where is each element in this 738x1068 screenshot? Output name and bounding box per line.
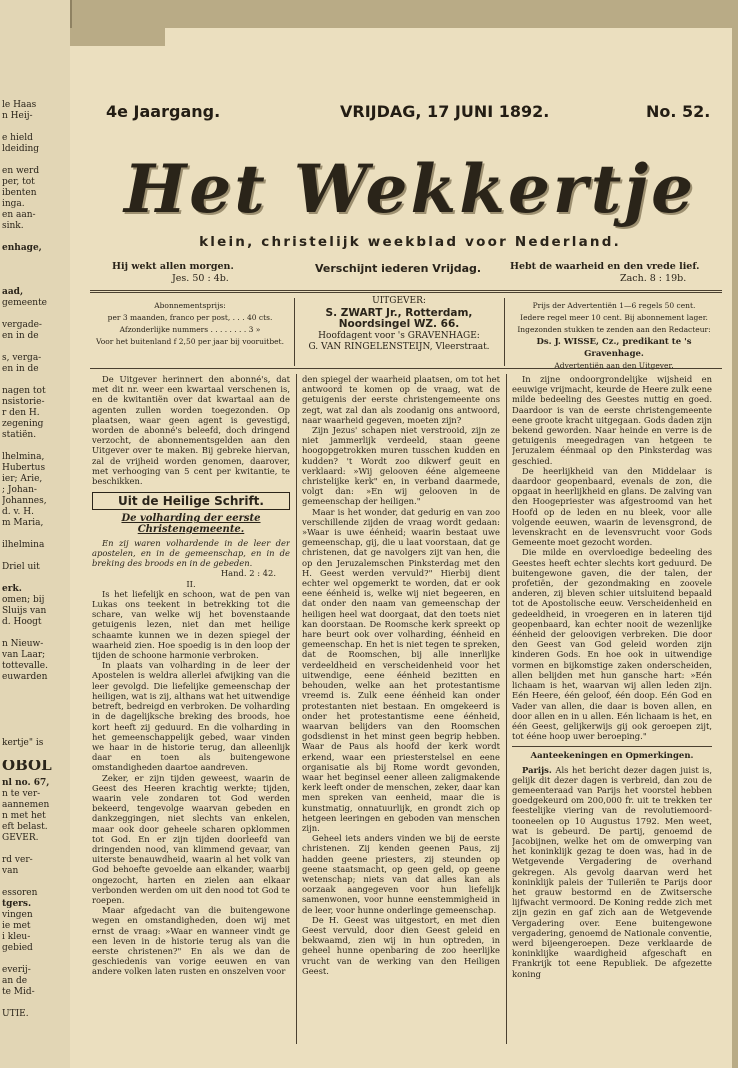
prev-page-text-fragment: eft belast. [2,822,48,832]
masthead [70,28,732,284]
prev-page-text-fragment: gemeente [2,298,48,308]
subs-line: Afzonderlijke nummers . . . . . . . . 3 » [119,325,261,334]
prev-page-text-fragment: ldeiding [2,144,40,154]
prev-page-text-fragment: gebied [2,943,33,953]
header-rule-bottom [90,368,722,369]
prev-page-text-fragment: r den H. [2,408,40,418]
section-heading-box: Uit de Heilige Schrift. [92,492,290,510]
box-divider [294,298,295,366]
prev-page-text-fragment: n met het [2,811,46,821]
ads-line: Iedere regel meer 10 cent. Bij abonnement lager. [520,313,708,322]
article-paragraph: Zijn Jezus' schapen niet verstrooid, zijn ze niet jammerlijk verdeeld, staan geene hoogopgetrokken muren tusschen kudden en kudden? 't Wordt zoo dikwerf geuit en verklaard: »Wij gelooven ééne algemeene christelijke kerk" en, in verband daarmede, volgt dan: »En wij gelooven in de gemeenschap der heiligen." [302,425,500,507]
prev-page-text-fragment: Driel uit [2,562,40,572]
prev-page-text-fragment: tottevalle. [2,661,48,671]
column-divider [296,374,297,1044]
prev-page-text-fragment: le Haas [2,100,37,110]
prev-page-text-fragment: d. v. H. [2,507,34,517]
ads-line: Prijs der Advertentiën 1—6 regels 50 cent. [532,301,696,310]
prev-page-text-fragment: vingen [2,910,33,920]
prev-page-text-fragment: inga. [2,199,25,209]
article-paragraph: den spiegel der waarheid plaatsen, om tot het antwoord te komen op de vraag, wat de getuigenis der eerste christengemeente ons zegt, wat zal dan als zoodanig ons antwoord, naar waarheid gegeven, moeten zijn? [302,374,500,425]
advertising-info [506,300,722,372]
paragraph-text: Als het bericht dezer dagen juist is, gelijk dit dezer dagen is verbreid, dan zou de gemeenteraad van Parijs het voorstel hebben goedgekeurd om 200,000 fr. uit te trekken ter feestelijke viering van de revolutiemoord-tooneelen op 10 Augustus 1792. Men weet, wat is gebeurd. De partij, genoemd de Jacobijnen, welke het om de omwerping van het koninklijk gezag te doen was, had in de Wetgevende Vergadering de overhand gekregen. Als gevolg daarvan werd het koninklijk paleis der Tuileriën te Parijs door het grauw bestormd en de Zwitsersche lijfwacht vermoord. De Koning redde zich met zijn gezin en gaf zich aan de Wetgevende Vergadering over. Eene buitengewone vergadering, genoemd de Nationale conventie, werd bijeengeroepen. Deze verklaarde de koninklijke waardigheid afgeschaft en Frankrijk tot eene Republiek. De afgezette koning [512,764,712,979]
prev-page-text-fragment: en aan- [2,210,36,220]
subs-line: per 3 maanden, franco per post, . . . 40 cts. [107,313,273,322]
box-divider [504,298,505,366]
prev-page-text-fragment: m Maria, [2,518,44,528]
article-paragraph: In plaats van volharding in de leer der Apostelen is weldra allerlei afwijking van die leer gevolgd. Die liefelijke gemeenschap der heiligen, wat is zij, althans wat het uitwendige betreft, bedreigd en verbroken. De volharding in de dagelijksche breking des broods, hoe kort heeft zij geduurd. En die volharding in het gemeenschappelijk gebed, waar vinden we haar in de historie terug, dan alleenlijk daar en toen als buitengewone omstandigheden daartoe aandreven. [92,660,290,773]
article-paragraph: Geheel iets anders vinden we bij de eerste christenen. Zij kenden geenen Paus, zij hadden geene priesters, zij steunden op geene staatsmacht, op geen geld, op geene wetenschap; niets van dat alles kan als oorzaak aangegeven voor hun liefelijk samenwonen, voor hunne eenstemmigheid in de leer, voor hunne onderlinge gemeenschap. [302,833,500,915]
prev-page-text-fragment: erk. [2,584,22,594]
previous-page-fragment [0,0,72,1068]
publisher-info [296,296,502,354]
prev-page-text-fragment: OBOL [2,760,52,771]
prev-page-text-fragment: rd ver- [2,855,33,865]
column-divider [506,374,507,1044]
prev-page-text-fragment: van Laar; [2,650,46,660]
prev-page-text-fragment: sink. [2,221,24,231]
frequency-note: Verschijnt iederen Vrijdag. [315,262,482,275]
scripture-quote: En zij waren volhardende in de leer der apostelen, en in de gemeenschap, en in de breking des broods en in de gebeden. [92,537,290,569]
prev-page-text-fragment: en in de [2,364,39,374]
prev-page-text-fragment: s, verga- [2,353,42,363]
section-rule [512,746,712,747]
column-2 [302,374,500,976]
prev-page-text-fragment: ie met [2,921,31,931]
prev-page-text-fragment: statiën. [2,430,37,440]
newspaper-page [70,28,732,1068]
article-title: De volharding der eerste Christengemeente. [121,513,261,535]
notice-paragraph: De Uitgever herinnert den abonné's, dat met dit nr. weer een kwartaal verschenen is, en de kwitantiën over dat kwartaal aan de agenten zullen worden toegezonden. Op plaatsen, waar geen agent is gevestigd, worden de abonné's beleefd, doch dringend verzocht, de abonnementsgelden aan den Uitgever over te maken. Bij gebreke hiervan, zal de vrijheid worden genomen, daarover, met verhooging van 5 cent per kwitantie, te beschikken. [92,374,290,487]
prev-page-text-fragment: Sluijs van [2,606,47,616]
prev-page-text-fragment: n te ver- [2,789,41,799]
prev-page-text-fragment: nagen tot [2,386,46,396]
article-paragraph: De H. Geest was uitgestort, en met dien Geest vervuld, door dien Geest geleid en bekwaamd, zien wij in hun optreden, in geheel hunne openbaring de zoo heerlijke vrucht van de werking van den Heiligen Geest. [302,914,500,976]
motto-right-ref: Zach. 8 : 19b. [620,273,687,284]
prev-page-text-fragment: omen; bij [2,595,45,605]
article-paragraph: In zijne ondoorgrondelijke wijsheid en eeuwige vrijmacht, keurde de Heere zulk eene milde bedeeling des Geestes nuttig en goed. Daardoor is van de eerste christengemeente eene groote kracht uitgegaan. Gods daden zijn bekend geworden. Naar heinde en verre is de getuigenis meegedragen van hetgeen te Jeruzalem éénmaal op den Pinksterdag was geschied. [512,374,712,466]
article-paragraph: Is het liefelijk en schoon, wat de pen van Lukas ons teekent in betrekking tot die schare, van welke wij het bovenstaande getuigenis lezen, niet dan met heilige schaamte kunnen we in dezen spiegel der waarheid zien. Hoe spoedig is in den loop der tijden de schoone harmonie verbroken. [92,588,290,661]
publisher-label: UITGEVER: [372,296,426,306]
issue-number: No. 52. [646,102,711,121]
prev-page-text-fragment: everij- [2,965,31,975]
prev-page-text-fragment: te Mid- [2,987,35,997]
publisher-name: S. ZWART Jr., Rotterdam, [325,306,473,319]
prev-page-text-fragment: aannemen [2,800,50,810]
prev-page-text-fragment: per, tot [2,177,35,187]
article-paragraph: Maar is het wonder, dat gedurig en van zoo verschillende zijden de vraag wordt gedaan: »Waar is uwe éénheid; waarin bestaat uwe gemeenschap, gij, die u laat voorstaan, dat ge christenen, dat ge navolgers zijt van hen, die op den Jeruzalemschen Pinksterdag met den H. Geest werden vervuld?" Hierbij dient echter wel opgemerkt te worden, dat er ook eene éénheid is, welke wij niet begeeren, en dat onder den naam van gemeenschap der heiligen heel wat doorgaat, dat den toets niet kan doorstaan. De Roomsche kerk spreekt op hare beurt ook over volharding, éénheid en gemeenschap. En het is niet tegen te spreken, dat de Roomschen, bij alle innerlijke verdeeldheid en verscheidenheid voor het uitwendige, eene éénheid bezitten en behouden, welke aan het protestantisme vreemd is. Zulk eene éénheid kan onder protestanten niet bestaan. En omgekeerd is onder het protestantisme eene éénheid, waarvan belijders van den Roomschen godsdienst in het minst geen begrip hebben. Waar de Paus als hoofd der kerk wordt erkend, waar een priesterstelsel en eene organisatie als bij Rome wordt gevonden, waar het beginsel eener alleen zaligmakende kerk leeft onder de menschen, zeker, daar kan men spreken van eenheid, maar die is kunstmatig, onnatuurlijk, en grondt zich op hetgeen leeringen en geboden van menschen zijn. [302,506,500,833]
publisher-address: Noordsingel WZ. 66. [338,318,460,330]
prev-page-text-fragment: aad, [2,287,24,297]
article-paragraph [512,765,712,979]
prev-page-text-fragment: en in de [2,331,39,341]
prev-page-text-fragment: nl no. 67, [2,778,50,788]
prev-page-text-fragment: Johannes, [2,496,47,506]
ads-line: Advertentiën aan den Uitgever. [554,361,674,370]
prev-page-text-fragment: n Nieuw- [2,639,44,649]
motto-right-text: Hebt de waarheid en den vrede lief. [510,261,700,272]
ads-line: Ingezonden stukken te zenden aan den Redacteur: [517,325,711,334]
prev-page-text-fragment: Hubertus [2,463,46,473]
motto-left-ref: Jes. 50 : 4b. [172,273,229,284]
article-paragraph: Maar afgedacht van die buitengewone wegen en omstandigheden, doen wij met ernst de vraag: »Waar en wanneer vindt ge een leven in de historie terug als van die eerste christenen?" En als we dan de geschiedenis van vorige eeuwen en van andere volken laten rusten en onszelven voor [92,905,290,977]
article-paragraph: De heerlijkheid van den Middelaar is daardoor geopenbaard, evenals de zon, die opgaat in heerlijkheid en glans. De zalving van den Hoogepriester was afgestroomd van het Hoofd op de leden en nu bleek, voor alle volgende eeuwen, waarin de levensgrond, de levenskracht en de levensvrucht voor Gods Gemeente moet gezocht worden. [512,465,712,548]
prev-page-text-fragment: van [2,866,19,876]
prev-page-text-fragment: tgers. [2,899,32,909]
article-paragraph: Zeker, er zijn tijden geweest, waarin de Geest des Heeren krachtig werkte; tijden, waarin vele zondaren tot God werden bekeerd, tengevolge waarvan gebeden en dankzeggingen, niet slechts van enkelen, maar ook door geheele scharen opklommen tot God. En er zijn tijden doorleefd van dringenden nood, van klimmend gevaar, van uiterste benauwdheid, waarin al het volk van God behoefte gevoelde aan elkander, waarbij ongezocht, harten en zielen aan elkaar verbonden werden om uit den nood tot God te roepen. [92,772,290,905]
section-heading: Aanteekeningen en Opmerkingen. [530,751,694,762]
page-corner-tab [70,28,165,46]
motto-left-text: Hij wekt allen morgen. [112,261,234,272]
prev-page-text-fragment: d. Hoogt [2,617,42,627]
prev-page-text-fragment: n Heij- [2,111,33,121]
agent-line: Hoofdagent voor 's GRAVENHAGE: [318,330,480,341]
prev-page-text-fragment: e hield [2,133,33,143]
motto-left [112,261,234,285]
prev-page-text-fragment: i kleu- [2,932,31,942]
prev-page-text-fragment: euwarden [2,672,48,682]
prev-page-text-fragment: zegening [2,419,44,429]
scripture-reference: Hand. 2 : 42. [220,568,276,579]
newspaper-subtitle: klein, christelijk weekblad voor Nederland. [199,234,621,250]
prev-page-text-fragment: UTIE. [2,1009,29,1019]
prev-page-text-fragment: enhage, [2,243,42,253]
motto-right [510,261,699,285]
prev-page-text-fragment: ilhelmina [2,540,45,550]
agent-line: G. VAN RINGELENSTEIJN, Vleerstraat. [308,342,490,352]
column-1 [92,374,290,977]
prev-page-text-fragment: vergade- [2,320,42,330]
column-3 [512,374,712,979]
prev-page-text-fragment: nsistorie- [2,397,45,407]
subs-line: Voor het buitenland f 2,50 per jaar bij vooruitbet. [96,337,284,346]
newspaper-title: Het Wekkertje [123,150,697,228]
part-number: II. [186,578,196,589]
subscription-info [90,300,290,348]
prev-page-text-fragment: GEVER. [2,833,39,843]
editor-name: Ds. J. WISSE, Cz., predikant te 's Gravenhage. [536,337,692,359]
prev-page-text-fragment: essoren [2,888,38,898]
prev-page-text-fragment: ibenten [2,188,37,198]
issue-date: VRIJDAG, 17 JUNI 1892. [340,102,550,121]
header-rule-top [90,290,722,291]
subs-title: Abonnementsprijs: [154,301,226,310]
prev-page-text-fragment: ier; Arie, [2,474,43,484]
header-rule-top-2 [90,292,722,293]
prev-page-text-fragment: en werd [2,166,40,176]
volume-label: 4e Jaargang. [106,102,221,121]
dateline: Parijs. [522,764,552,775]
prev-page-text-fragment: kertje" is [2,738,44,748]
prev-page-text-fragment: ; Johan- [2,485,37,495]
article-paragraph: Die milde en overvloedige bedeeling des Geestes heeft echter slechts kort geduurd. De buitengewone gaven, die der talen, der profetiën, der gezondmaking en zoovele anderen, zij bleven schier uitsluitend bepaald tot de Apostolische eeuw. Verscheidenheid en gedeeldheid, in vroegeren en in lateren tijd geopenbaard, kan echter nooit de wezenlijke éénheid der geloovigen verbreken. Die door den Geest van God geleid worden zijn kinderen Gods. En hoe ook in uitwendige vormen en bijkomstige zaken onderscheiden, allen belijden met hun gansche hart: »Eén lichaam is het, waarvan wij allen leden zijn. Eén Heere, één geloof, één doop. Eén God en Vader van allen, die daar is boven allen, en door allen en in u allen. Eén lichaam is het, en één Geest, gelijkerwijs gij ook geroepen zijt, tot ééne hoop uwer beroeping." [512,547,712,742]
prev-page-text-fragment: lhelmina, [2,452,45,462]
prev-page-text-fragment: an de [2,976,28,986]
